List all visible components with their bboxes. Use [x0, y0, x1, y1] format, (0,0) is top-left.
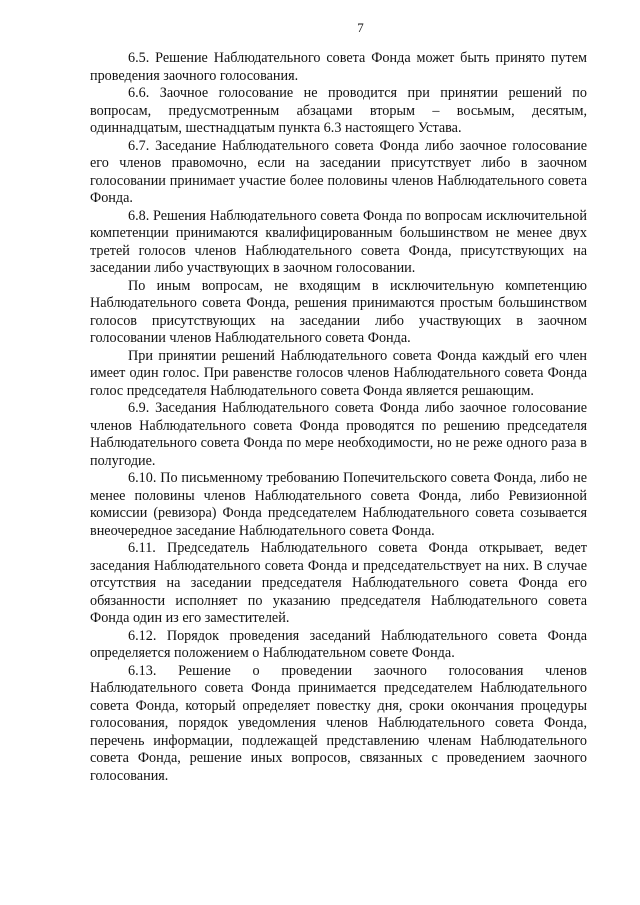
paragraph-6-8-voting: При принятии решений Наблюдательного совета Фонда каждый его член имеет один голос. При равенстве голосов членов Наблюдательного совета Фонда голос председателя Наблюдательного совета Фонда является решающим.	[90, 347, 587, 399]
paragraph-6-8-other-questions: По иным вопросам, не входящим в исключительную компетенцию Наблюдательного совета Фонда, решения принимаются простым большинством голосов присутствующих на заседании либо участвующих в заочном голосовании членов Наблюдательного совета Фонда.	[90, 277, 587, 346]
paragraph-6-8: 6.8. Решения Наблюдательного совета Фонда по вопросам исключительной компетенции принимаются квалифицированным большинством не менее двух третей голосов членов Наблюдательного совета Фонда, присутствующих на заседании либо участвующих в заочном голосовании.	[90, 207, 587, 276]
paragraph-6-6: 6.6. Заочное голосование не проводится при принятии решений по вопросам, предусмотренным абзацами вторым – восьмым, десятым, одиннадцатым, шестнадцатым пункта 6.3 настоящего Устава.	[90, 85, 587, 136]
paragraph-6-12: 6.12. Порядок проведения заседаний Наблюдательного совета Фонда определяется положением о Наблюдательном совете Фонда.	[90, 627, 587, 661]
paragraph-6-11: 6.11. Председатель Наблюдательного совета Фонда открывает, ведет заседания Наблюдательного совета Фонда и председательствует на них. В случае отсутствия на заседании председателя Наблюдательного совета Фонда его обязанности исполняет по указанию председателя Наблюдательного совета Фонда один из его заместителей.	[90, 540, 587, 626]
paragraph-6-13: 6.13. Решение о проведении заочного голосования членов Наблюдательного совета Фонда принимается председателем Наблюдательного совета Фонда, который определяет повестку дня, сроки окончания процедуры голосования, порядок уведомления членов Наблюдательного совета Фонда, перечень информации, подлежащей представлению членам Наблюдательного совета Фонда, решение иных вопросов, связанных с проведением заочного голосования.	[90, 662, 587, 784]
paragraph-6-5: 6.5. Решение Наблюдательного совета Фонда может быть принято путем проведения заочного голосования.	[90, 50, 587, 84]
paragraph-6-10: 6.10. По письменному требованию Попечительского совета Фонда, либо не менее половины членов Наблюдательного совета Фонда, либо Ревизионной комиссии (ревизора) Фонда председателем Наблюдательного совета созывается внеочередное заседание Наблюдательного совета Фонда.	[90, 470, 587, 539]
document-body	[90, 50, 587, 785]
paragraph-6-9: 6.9. Заседания Наблюдательного совета Фонда либо заочное голосование членов Наблюдательного совета Фонда проводятся по решению председателя Наблюдательного совета Фонда по мере необходимости, но не реже одного раза в полугодие.	[90, 400, 587, 469]
paragraph-6-7: 6.7. Заседание Наблюдательного совета Фонда либо заочное голосование его членов правомочно, если на заседании присутствует либо в заочном голосовании принимает участие более половины членов Наблюдательного совета Фонда.	[90, 137, 587, 206]
page-number: 7	[357, 20, 364, 35]
